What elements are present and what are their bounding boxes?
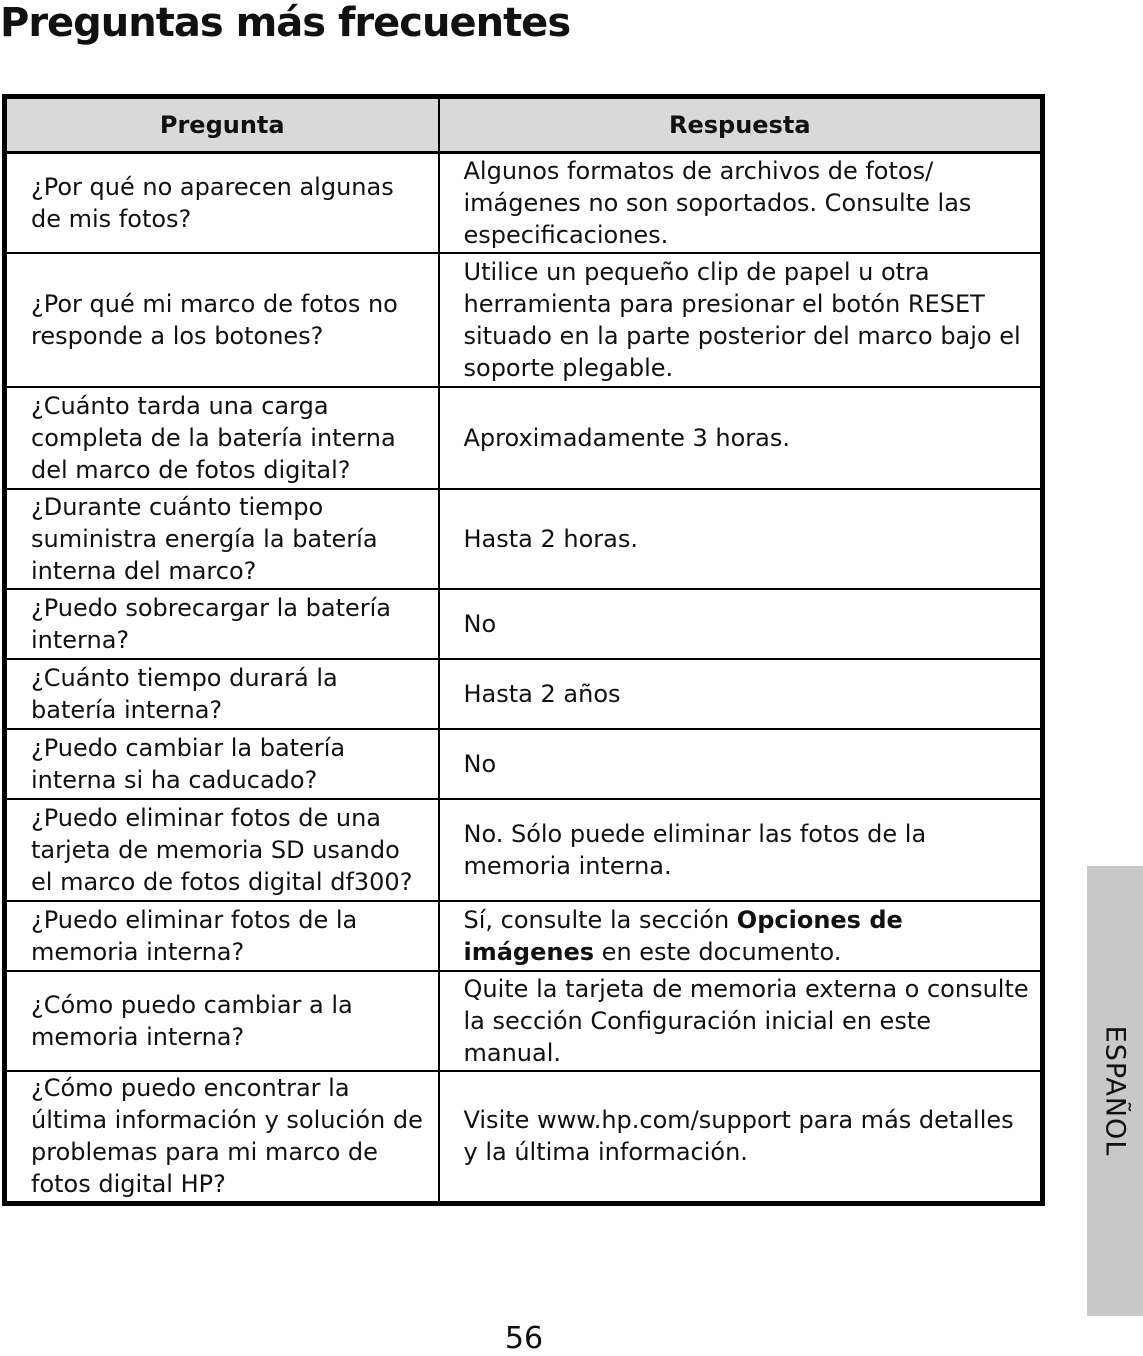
table-row <box>5 729 1043 799</box>
answer-cell <box>439 901 1043 971</box>
answer-text: Sí, consulte la sección <box>463 905 737 934</box>
answer-cell: Hasta 2 años <box>439 659 1043 729</box>
page-number: 56 <box>504 1321 544 1356</box>
question-cell: ¿Puedo eliminar fotos de la memoria interna? <box>5 901 439 971</box>
table-row <box>5 253 1043 387</box>
table-row <box>5 589 1043 659</box>
page-title: Preguntas más frecuentes <box>0 0 571 46</box>
question-cell: ¿Por qué mi marco de fotos no responde a los botones? <box>5 253 439 387</box>
table-row <box>5 971 1043 1071</box>
table-row <box>5 659 1043 729</box>
table-row <box>5 799 1043 901</box>
table-row <box>5 489 1043 589</box>
table-row <box>5 901 1043 971</box>
question-cell: ¿Cómo puedo encontrar la última información y solución de problemas para mi marco de fotos digital HP? <box>5 1071 439 1204</box>
section-reference: Opciones de imágenes <box>463 905 903 966</box>
table-row <box>5 1071 1043 1204</box>
answer-cell: Hasta 2 horas. <box>439 489 1043 589</box>
table-row <box>5 387 1043 489</box>
question-cell: ¿Cuánto tiempo durará la batería interna? <box>5 659 439 729</box>
answer-cell: Quite la tarjeta de memoria externa o consulte la sección Configuración inicial en este manual. <box>439 971 1043 1071</box>
answer-cell: No <box>439 589 1043 659</box>
header-question: Pregunta <box>5 97 439 153</box>
faq-table <box>2 94 1045 1206</box>
question-cell: ¿Puedo eliminar fotos de una tarjeta de memoria SD usando el marco de fotos digital df300? <box>5 799 439 901</box>
answer-cell: Utilice un pequeño clip de papel u otra herramienta para presionar el botón RESET situado en la parte posterior del marco bajo el soporte plegable. <box>439 253 1043 387</box>
language-side-tab <box>1087 866 1143 1316</box>
table-row <box>5 153 1043 253</box>
question-cell: ¿Puedo sobrecargar la batería interna? <box>5 589 439 659</box>
header-answer: Respuesta <box>439 97 1043 153</box>
answer-cell: Visite www.hp.com/support para más detalles y la última información. <box>439 1071 1043 1204</box>
question-cell: ¿Por qué no aparecen algunas de mis fotos? <box>5 153 439 253</box>
answer-cell: Aproximadamente 3 horas. <box>439 387 1043 489</box>
question-cell: ¿Puedo cambiar la batería interna si ha caducado? <box>5 729 439 799</box>
question-cell: ¿Cómo puedo cambiar a la memoria interna? <box>5 971 439 1071</box>
language-label: ESPAÑOL <box>1099 1025 1131 1157</box>
answer-cell: No <box>439 729 1043 799</box>
answer-cell: Algunos formatos de archivos de fotos/ imágenes no son soportados. Consulte las especificaciones. <box>439 153 1043 253</box>
question-cell: ¿Durante cuánto tiempo suministra energía la batería interna del marco? <box>5 489 439 589</box>
answer-text: en este documento. <box>594 937 842 966</box>
table-header-row <box>5 97 1043 153</box>
question-cell: ¿Cuánto tarda una carga completa de la batería interna del marco de fotos digital? <box>5 387 439 489</box>
answer-cell: No. Sólo puede eliminar las fotos de la memoria interna. <box>439 799 1043 901</box>
